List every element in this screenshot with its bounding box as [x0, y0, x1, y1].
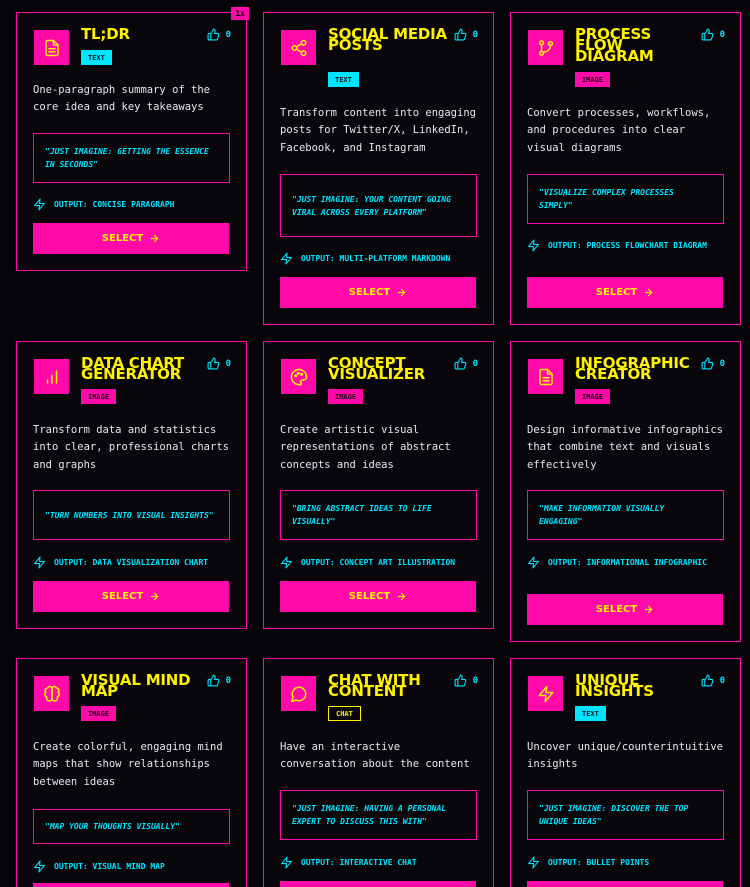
like-count: 0 [719, 675, 725, 686]
card-description: Convert processes, workflows, and procedures into clear visual diagrams [527, 107, 711, 154]
type-tag: IMAGE [575, 72, 610, 87]
template-card-concept-visualizer [263, 341, 494, 629]
like-button[interactable] [454, 28, 478, 41]
like-count: 0 [472, 358, 478, 369]
lightning-icon [33, 198, 46, 211]
like-button[interactable] [207, 357, 231, 370]
multiplier-badge: 1x [231, 7, 249, 20]
thumbs-up-icon [701, 28, 714, 41]
template-card-tldr [16, 9, 247, 271]
lightning-icon [33, 860, 46, 873]
output-line [280, 556, 484, 569]
output-label: OUTPUT: DATA VISUALIZATION CHART [54, 558, 209, 567]
select-label: SELECT [595, 287, 638, 298]
output-line [280, 252, 484, 265]
select-label: SELECT [595, 604, 638, 615]
select-label: SELECT [101, 591, 144, 602]
output-label: OUTPUT: BULLET POINTS [548, 858, 650, 867]
type-tag: TEXT [575, 706, 606, 721]
template-card-social-media-posts [263, 12, 494, 325]
output-label: OUTPUT: CONCEPT ART ILLUSTRATION [301, 558, 456, 567]
card-quote: "JUST IMAGINE: GETTING THE ESSENCE IN SECONDS" [33, 133, 230, 183]
card-title: UNIQUE INSIGHTS [575, 671, 654, 700]
like-count: 0 [719, 29, 725, 40]
thumbs-up-icon [701, 357, 714, 370]
message-circle-icon [281, 676, 316, 711]
arrow-right-icon [643, 604, 654, 615]
like-count: 0 [225, 358, 231, 369]
like-button[interactable] [454, 674, 478, 687]
card-quote: "MAP YOUR THOUGHTS VISUALLY" [33, 809, 230, 844]
arrow-right-icon [149, 233, 160, 244]
like-count: 0 [472, 29, 478, 40]
type-tag: IMAGE [575, 389, 610, 404]
card-description: Transform content into engaging posts for Twitter/X, LinkedIn, Facebook, and Instagram [280, 107, 476, 154]
card-title: CONCEPT VISUALIZER [328, 354, 426, 383]
like-button[interactable] [701, 357, 725, 370]
lightning-icon [280, 856, 293, 869]
card-quote: "JUST IMAGINE: YOUR CONTENT GOING VIRAL ACROSS EVERY PLATFORM" [280, 174, 477, 237]
card-quote: "MAKE INFORMATION VISUALLY ENGAGING" [527, 490, 724, 540]
card-quote: "JUST IMAGINE: HAVING A PERSONAL EXPERT TO DISCUSS THIS WITH" [280, 790, 477, 840]
select-button[interactable] [33, 581, 229, 612]
card-description: Have an interactive conversation about the content [280, 741, 470, 771]
select-label: SELECT [348, 591, 391, 602]
like-button[interactable] [701, 674, 725, 687]
document-icon [34, 30, 69, 65]
card-description: Transform data and statistics into clear, professional charts and graphs [33, 424, 229, 471]
git-branch-icon [528, 30, 563, 65]
thumbs-up-icon [207, 28, 220, 41]
like-count: 0 [225, 675, 231, 686]
bar-chart-icon [34, 359, 69, 394]
output-line [33, 860, 237, 873]
select-button[interactable] [527, 594, 723, 625]
template-card-infographic-creator [510, 341, 741, 642]
card-description: Create colorful, engaging mind maps that show relationships between ideas [33, 741, 223, 788]
like-button[interactable] [454, 357, 478, 370]
like-button[interactable] [701, 28, 725, 41]
palette-icon [281, 359, 316, 394]
output-line [527, 239, 731, 252]
select-button[interactable] [280, 277, 476, 308]
select-label: SELECT [101, 233, 144, 244]
brain-icon [34, 676, 69, 711]
card-title: PROCESS FLOW DIAGRAM [575, 25, 654, 65]
select-button[interactable] [280, 881, 476, 887]
template-card-visual-mind-map [16, 658, 247, 887]
card-description: Design informative infographics that combine text and visuals effectively [527, 424, 723, 471]
type-tag: TEXT [328, 72, 359, 87]
arrow-right-icon [396, 287, 407, 298]
template-card-chat-with-content [263, 658, 494, 887]
template-card-unique-insights [510, 658, 741, 887]
select-button[interactable] [33, 883, 229, 887]
output-label: OUTPUT: INFORMATIONAL INFOGRAPHIC [548, 558, 707, 567]
document-icon [528, 359, 563, 394]
select-button[interactable] [280, 581, 476, 612]
like-count: 0 [472, 675, 478, 686]
type-tag: IMAGE [81, 389, 116, 404]
lightning-icon [527, 556, 540, 569]
like-count: 0 [225, 29, 231, 40]
output-line [33, 198, 237, 211]
thumbs-up-icon [207, 674, 220, 687]
card-title: VISUAL MIND MAP [81, 671, 191, 700]
thumbs-up-icon [454, 357, 467, 370]
output-label: OUTPUT: VISUAL MIND MAP [54, 862, 165, 871]
card-quote: "JUST IMAGINE: DISCOVER THE TOP UNIQUE IDEAS" [527, 790, 724, 840]
like-button[interactable] [207, 674, 231, 687]
card-quote: "VISUALIZE COMPLEX PROCESSES SIMPLY" [527, 174, 724, 224]
lightning-icon [528, 676, 563, 711]
lightning-icon [527, 856, 540, 869]
type-tag: IMAGE [81, 706, 116, 721]
type-tag: TEXT [81, 50, 112, 65]
output-label: OUTPUT: PROCESS FLOWCHART DIAGRAM [548, 241, 707, 250]
output-label: OUTPUT: CONCISE PARAGRAPH [54, 200, 175, 209]
select-button[interactable] [527, 881, 723, 887]
type-tag: CHAT [328, 706, 361, 721]
card-title: CHAT WITH CONTENT [328, 671, 421, 700]
card-title: DATA CHART GENERATOR [81, 354, 185, 383]
output-line [280, 856, 484, 869]
like-count: 0 [719, 358, 725, 369]
card-quote: "TURN NUMBERS INTO VISUAL INSIGHTS" [33, 490, 230, 540]
like-button[interactable] [207, 28, 231, 41]
type-tag: IMAGE [328, 389, 363, 404]
card-title: SOCIAL MEDIA POSTS [328, 25, 447, 54]
output-label: OUTPUT: MULTI-PLATFORM MARKDOWN [301, 254, 451, 263]
card-quote: "BRING ABSTRACT IDEAS TO LIFE VISUALLY" [280, 490, 477, 540]
card-description: Uncover unique/counterintuitive insights [527, 741, 723, 771]
lightning-icon [280, 556, 293, 569]
card-description: One-paragraph summary of the core idea and key takeaways [33, 84, 211, 114]
card-description: Create artistic visual representations of abstract concepts and ideas [280, 424, 451, 471]
arrow-right-icon [643, 287, 654, 298]
output-line [527, 556, 731, 569]
thumbs-up-icon [454, 28, 467, 41]
lightning-icon [280, 252, 293, 265]
arrow-right-icon [396, 591, 407, 602]
arrow-right-icon [149, 591, 160, 602]
template-card-data-chart-generator [16, 341, 247, 629]
template-card-process-flow-diagram [510, 12, 741, 325]
share-icon [281, 30, 316, 65]
output-line [33, 556, 237, 569]
lightning-icon [33, 556, 46, 569]
thumbs-up-icon [701, 674, 714, 687]
card-title: TL;DR [81, 25, 130, 43]
select-button[interactable] [527, 277, 723, 308]
select-label: SELECT [348, 287, 391, 298]
select-button[interactable] [33, 223, 229, 254]
lightning-icon [527, 239, 540, 252]
output-line [527, 856, 731, 869]
thumbs-up-icon [207, 357, 220, 370]
thumbs-up-icon [454, 674, 467, 687]
card-title: INFOGRAPHIC CREATOR [575, 354, 690, 383]
output-label: OUTPUT: INTERACTIVE CHAT [301, 858, 417, 867]
